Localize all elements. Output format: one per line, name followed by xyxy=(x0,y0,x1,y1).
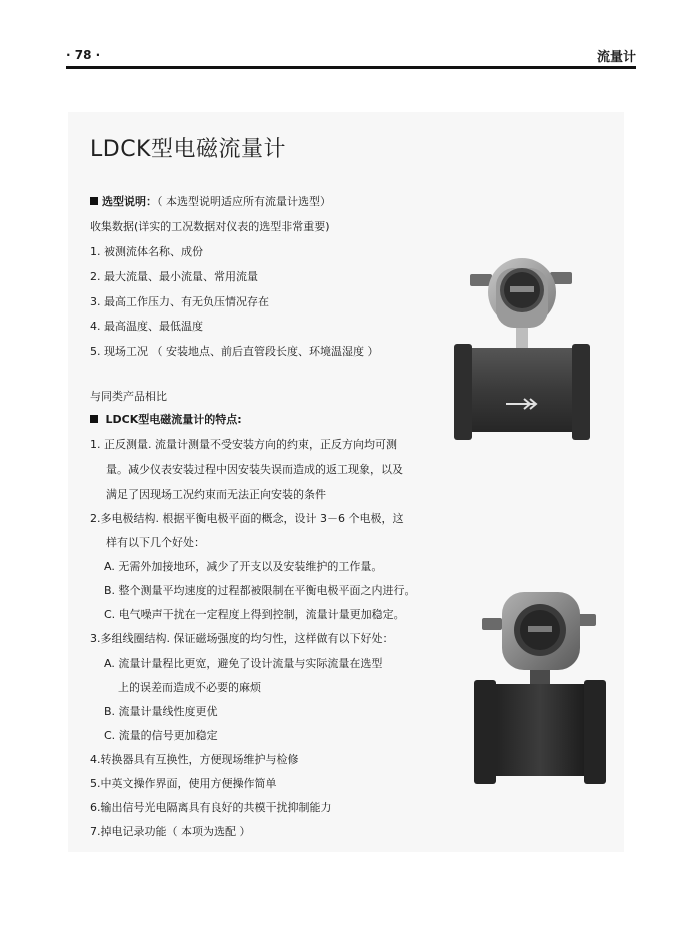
feature-line: 6.输出信号光电隔离具有良好的共模干扰抑制能力 xyxy=(90,801,332,814)
feature-line: 量。减少仪表安装过程中因安装失误而造成的返工现象，以及 xyxy=(106,463,403,476)
selection-item: 2. 最大流量、最小流量、常用流量 xyxy=(90,270,258,283)
feature-line: 上的误差而造成不必要的麻烦 xyxy=(118,681,261,694)
feature-line: C. 流量的信号更加稳定 xyxy=(104,729,218,742)
feature-line: 3.多组线圈结构. 保证磁场强度的均匀性，这样做有以下好处： xyxy=(90,632,394,645)
compare-text: 与同类产品相比 xyxy=(90,390,167,403)
feature-line: 满足了因现场工况约束而无法正向安装的条件 xyxy=(106,488,326,501)
feature-line: A. 无需外加接地环，减少了开支以及安装维护的工作量。 xyxy=(104,560,383,573)
flowmeter-photo-bottom xyxy=(468,588,618,788)
features-heading: LDCK型电磁流量计的特点: xyxy=(105,413,242,426)
feature-line: 2.多电极结构. 根据平衡电极平面的概念，设计 3－6 个电极，这 xyxy=(90,512,404,525)
feature-line: B. 整个测量平均速度的过程都被限制在平衡电极平面之内进行。 xyxy=(104,584,416,597)
selection-item: 4. 最高温度、最低温度 xyxy=(90,320,203,333)
header-rule xyxy=(66,66,636,69)
feature-line: B. 流量计量线性度更优 xyxy=(104,705,218,718)
selection-note: （ 本选型说明适应所有流量计选型） xyxy=(157,195,331,208)
selection-item: 1. 被测流体名称、成份 xyxy=(90,245,203,258)
features-heading-row xyxy=(90,413,242,427)
feature-line: A. 流量计量程比更宽，避免了设计流量与实际流量在选型 xyxy=(104,657,383,670)
feature-line: 1. 正反测量. 流量计测量不受安装方向的约束，正反方向均可测 xyxy=(90,438,397,451)
flowmeter-photo-top xyxy=(450,248,600,468)
collect-data-text: 收集数据(详实的工况数据对仪表的选型非常重要) xyxy=(90,220,330,233)
square-bullet-icon xyxy=(90,197,98,205)
selection-heading-row xyxy=(90,195,331,209)
feature-line: C. 电气噪声干扰在一定程度上得到控制，流量计量更加稳定。 xyxy=(104,608,405,621)
selection-item: 3. 最高工作压力、有无负压情况存在 xyxy=(90,295,269,308)
section-name: 流量计 xyxy=(596,50,636,65)
page-number: · 78 · xyxy=(66,48,101,62)
page-title: LDCK型电磁流量计 xyxy=(90,137,286,162)
feature-line: 7.掉电记录功能（ 本项为选配 ） xyxy=(90,825,251,838)
feature-line: 4.转换器具有互换性，方便现场维护与检修 xyxy=(90,753,299,766)
selection-item: 5. 现场工况 （ 安装地点、前后直管段长度、环境温湿度 ） xyxy=(90,345,379,358)
feature-line: 样有以下几个好处： xyxy=(106,536,205,549)
selection-heading: 选型说明： xyxy=(102,195,157,208)
feature-line: 5.中英文操作界面，使用方便操作简单 xyxy=(90,777,277,790)
square-bullet-icon xyxy=(90,415,98,423)
